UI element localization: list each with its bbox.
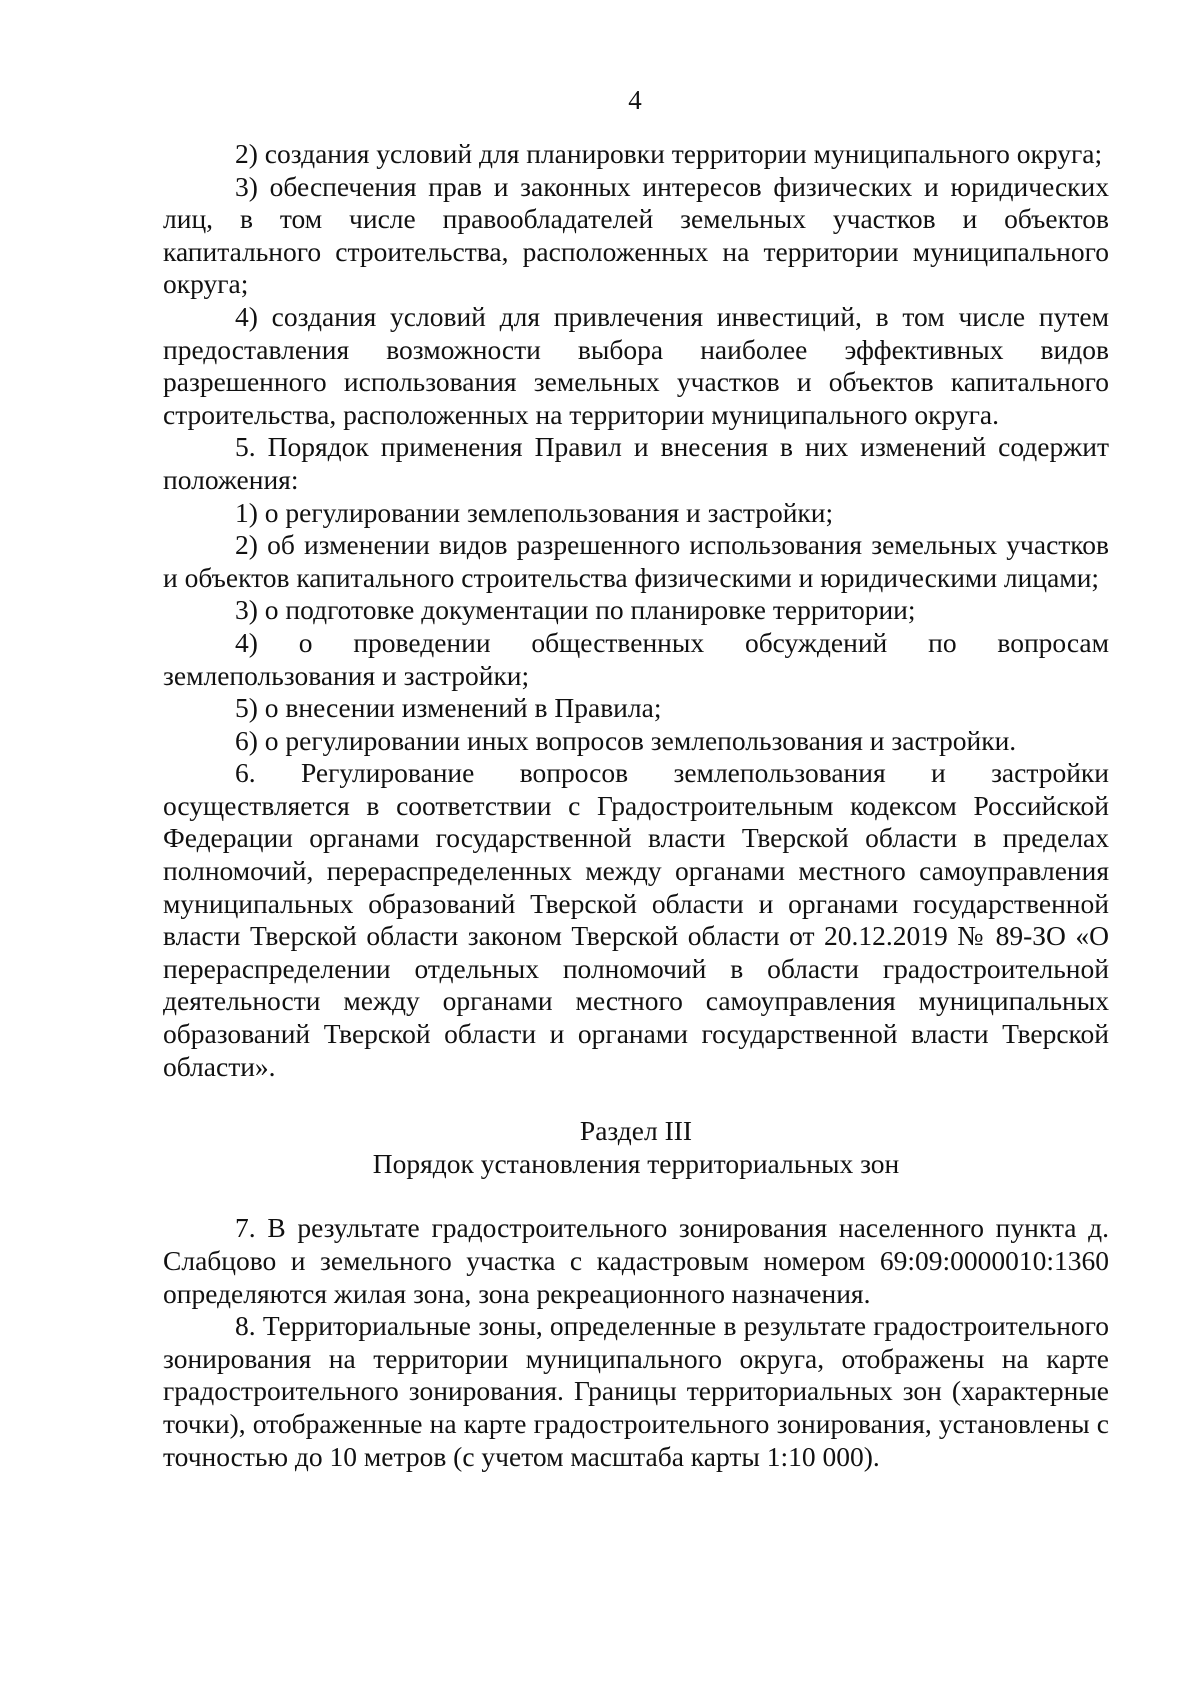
section-number: Раздел III xyxy=(579,1115,693,1147)
paragraph-item-3: 3) обеспечения прав и законных интересов физических и юридических лиц, в том числе правообладателей земельных участков и объектов капитального строительства, расположенных на территории муниципального округа; xyxy=(163,170,1109,300)
section-spacer xyxy=(163,1180,1109,1212)
paragraph-provision-5: 5) о внесении изменений в Правила; xyxy=(235,692,662,724)
paragraph-clause-5: 5. Порядок применения Правил и внесения в них изменений содержит положения: xyxy=(163,431,1109,495)
paragraph-provision-4: 4) о проведении общественных обсуждений по вопросам землепользования и застройки; xyxy=(163,626,1109,691)
section-heading xyxy=(163,1115,1109,1180)
paragraph-provision-6: 6) о регулировании иных вопросов землепользования и застройки. xyxy=(235,724,1017,756)
paragraph-provision-3: 3) о подготовке документации по планировке территории; xyxy=(235,594,916,626)
page-number: 4 xyxy=(628,85,642,115)
paragraph-clause-8: 8. Территориальные зоны, определенные в результате градостроительного зонирования на территории муниципального округа, отображены на карте градостроительного зонирования. Границы территориальных зон (характерные точки), отображенные на карте градостроительного зонирования, установлены с точностью до 10 метров (с учетом масштаба карты 1:10 000). xyxy=(163,1310,1109,1472)
paragraph-item-2: 2) создания условий для планировки территории муниципального округа; xyxy=(235,138,1103,169)
document-body xyxy=(163,138,1109,1473)
paragraph-item-4: 4) создания условий для привлечения инвестиций, в том числе путем предоставления возможности выбора наиболее эффективных видов разрешенного использования земельных участков и объектов капитального строительства, расположенных на территории муниципального округа. xyxy=(163,300,1109,430)
paragraph-provision-1: 1) о регулировании землепользования и застройки; xyxy=(235,496,834,528)
paragraph-clause-6: 6. Регулирование вопросов землепользования и застройки осуществляется в соответствии с Градостроительным кодексом Российской Федерации органами государственной власти Тверской области в пределах полномочий, перераспределенных между органами местного самоуправления муниципальных образований Тверской области и органами государственной власти Тверской области законом Тверской области от 20.12.2019 № 89-ЗО «О перераспределении отдельных полномочий в области градостроительной деятельности между органами местного самоуправления муниципальных образований Тверской области и органами государственной власти Тверской области». xyxy=(163,757,1109,1082)
paragraph-clause-7: 7. В результате градостроительного зонирования населенного пункта д. Слабцово и земельного участка с кадастровым номером 69:09:0000010:1360 определяются жилая зона, зона рекреационного назначения. xyxy=(163,1212,1109,1309)
paragraph-provision-2: 2) об изменении видов разрешенного использования земельных участков и объектов капитального строительства физическими и юридическими лицами; xyxy=(163,529,1109,593)
section-title: Порядок установления территориальных зон xyxy=(372,1147,900,1179)
